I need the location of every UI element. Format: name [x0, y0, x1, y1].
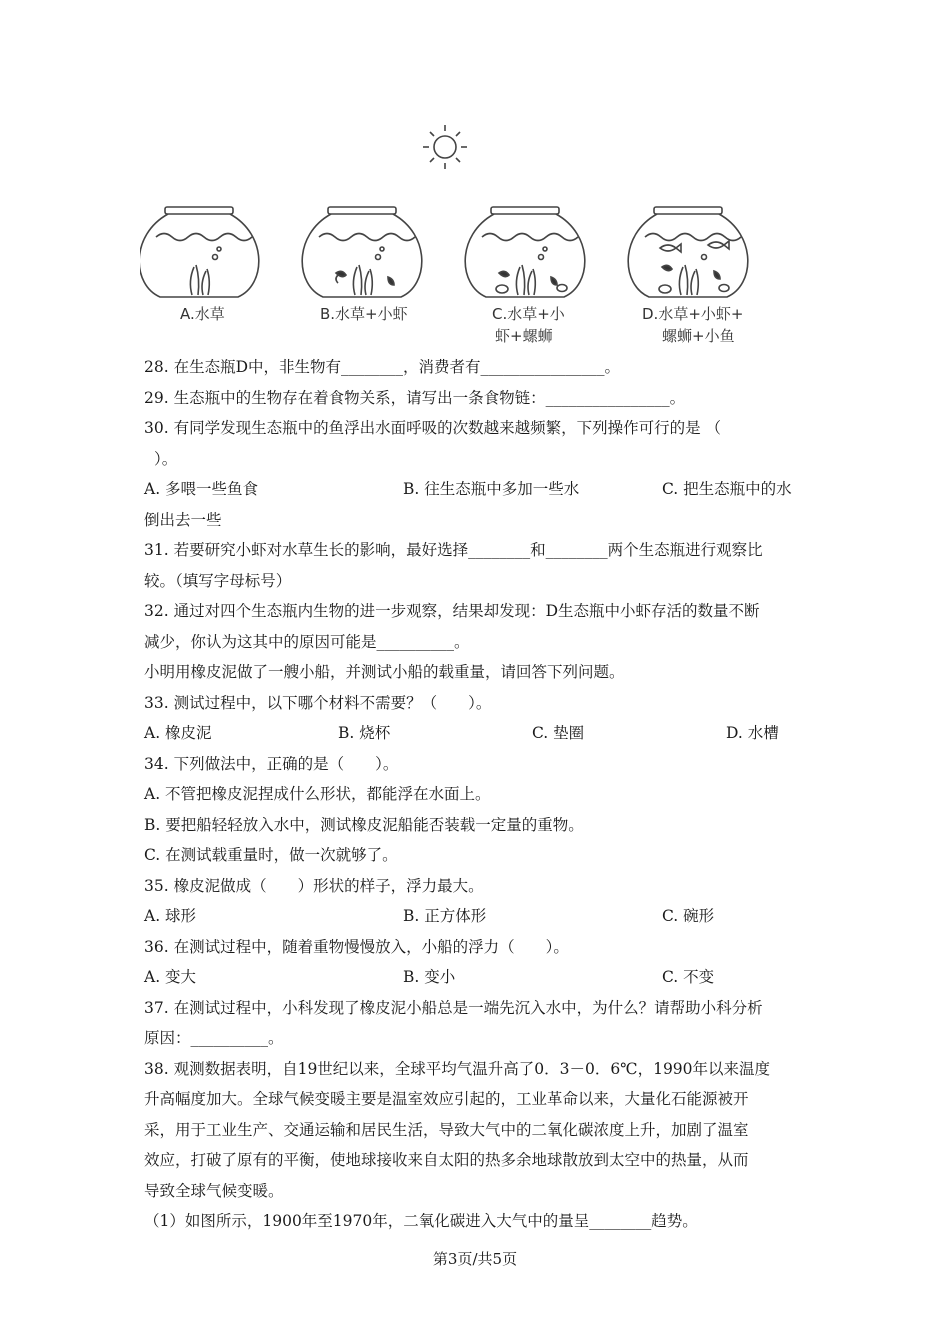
- option-a: A. 橡皮泥: [144, 724, 212, 742]
- question-35-options: [144, 901, 809, 932]
- question-34: 34. 下列做法中，正确的是（ ）。: [144, 754, 399, 773]
- option-a: A. 多喂一些鱼食: [144, 480, 259, 498]
- fish-icon: [660, 244, 681, 252]
- question-36: 36. 在测试过程中，随着重物慢慢放入，小船的浮力（ ）。: [144, 937, 569, 956]
- bottle-b-label: B.水草+小虾: [320, 305, 408, 323]
- question-34-option-a: A. 不管把橡皮泥捏成什么形状，都能浮在水面上。: [144, 785, 491, 803]
- shrimp-icon: [336, 271, 346, 283]
- bottle-c: [465, 207, 585, 297]
- bottle-a: [140, 207, 259, 297]
- page-footer: 第3页/共5页: [432, 1250, 518, 1268]
- question-38-line4: 效应，打破了原有的平衡，使地球接收来自太阳的热多余地球散放到太空中的热量，从而: [144, 1151, 749, 1169]
- question-37-line1: 37. 在测试过程中，小科发现了橡皮泥小船总是一端先沉入水中，为什么？请帮助小科分析: [144, 998, 763, 1017]
- fish-icon: [708, 241, 729, 249]
- bottle-d-label-line1: D.水草+小虾+: [642, 305, 744, 323]
- bottle-c-label-line2: 虾+螺蛳: [495, 327, 553, 345]
- option-c: C. 不变: [662, 968, 715, 986]
- question-33-options: [144, 718, 809, 749]
- snail-icon: [659, 285, 671, 293]
- question-38-line2: 升高幅度加大。全球气候变暖主要是温室效应引起的，工业革命以来，大量化石能源被开: [144, 1090, 749, 1108]
- question-31-line1: 31. 若要研究小虾对水草生长的影响，最好选择________和________两个生态瓶进行观察比: [144, 541, 763, 559]
- option-d: D. 水槽: [726, 724, 779, 742]
- boat-intro: 小明用橡皮泥做了一艘小船，并测试小船的载重量，请回答下列问题。: [144, 663, 625, 681]
- question-30-line1: 30. 有同学发现生态瓶中的鱼浮出水面呼吸的次数越来越频繁，下列操作可行的是 （: [144, 419, 722, 437]
- shrimp-icon: [714, 271, 720, 279]
- question-36-options: [144, 962, 809, 993]
- sun-icon: [423, 125, 467, 169]
- question-list: [144, 352, 809, 1237]
- shrimp-icon: [499, 271, 509, 276]
- snail-icon: [557, 285, 567, 292]
- question-28: 28. 在生态瓶D中，非生物有________，消费者有________________。: [144, 358, 621, 376]
- shrimp-icon: [551, 277, 557, 285]
- option-a: A. 球形: [144, 907, 197, 925]
- question-29: 29. 生态瓶中的生物存在着食物关系，请写出一条食物链：________________。: [144, 388, 686, 407]
- option-b: B. 往生态瓶中多加一些水: [403, 480, 580, 498]
- question-38-line5: 导致全球气候变暖。: [144, 1181, 284, 1200]
- question-30-options: [144, 474, 809, 505]
- question-35: 35. 橡皮泥做成（ ）形状的样子，浮力最大。: [144, 876, 484, 895]
- option-a: A. 变大: [144, 968, 197, 986]
- question-32-line2: 减少，你认为这其中的原因可能是__________。: [144, 632, 470, 651]
- shrimp-icon: [662, 265, 672, 270]
- question-37-line2: 原因：__________。: [144, 1029, 284, 1047]
- bottle-d: [628, 207, 748, 297]
- question-38-sub1: （1）如图所示，1900年至1970年，二氧化碳进入大气中的量呈________趋势。: [144, 1212, 698, 1230]
- option-c: C. 把生态瓶中的水: [662, 480, 792, 498]
- option-b: B. 变小: [403, 968, 456, 986]
- water-grass: [190, 265, 209, 295]
- bottle-c-label-line1: C.水草+小: [492, 305, 565, 323]
- bottle-b: [302, 207, 422, 297]
- question-34-option-c: C. 在测试载重量时，做一次就够了。: [144, 846, 398, 864]
- snail-icon: [719, 285, 729, 292]
- question-32-line1: 32. 通过对四个生态瓶内生物的进一步观察，结果却发现：D生态瓶中小虾存活的数量不断: [144, 602, 760, 620]
- snail-icon: [496, 285, 508, 293]
- bottle-a-label: A.水草: [180, 305, 225, 323]
- ecosystem-bottles-figure: [140, 115, 800, 350]
- option-b: B. 烧杯: [338, 724, 391, 742]
- question-38-line1: 38. 观测数据表明，自19世纪以来，全球平均气温升高了0．3－0．6℃，1990年以来温度: [144, 1059, 771, 1078]
- option-c-continued: 倒出去一些: [144, 510, 222, 529]
- question-34-option-b: B. 要把船轻轻放入水中，测试橡皮泥船能否装载一定量的重物。: [144, 815, 584, 834]
- shrimp-icon: [388, 277, 394, 285]
- question-31-line2: 较。（填写字母标号）: [144, 571, 292, 590]
- bottle-d-label-line2: 螺蛳+小鱼: [662, 327, 735, 345]
- option-c: C. 碗形: [662, 907, 715, 925]
- option-c: C. 垫圈: [532, 724, 585, 742]
- question-33: 33. 测试过程中，以下哪个材料不需要？（ ）。: [144, 693, 492, 712]
- question-30-line2: ）。: [154, 449, 178, 468]
- option-b: B. 正方体形: [403, 907, 487, 925]
- question-38-line3: 采，用于工业生产、交通运输和居民生活，导致大气中的二氧化碳浓度上升，加剧了温室: [144, 1120, 749, 1139]
